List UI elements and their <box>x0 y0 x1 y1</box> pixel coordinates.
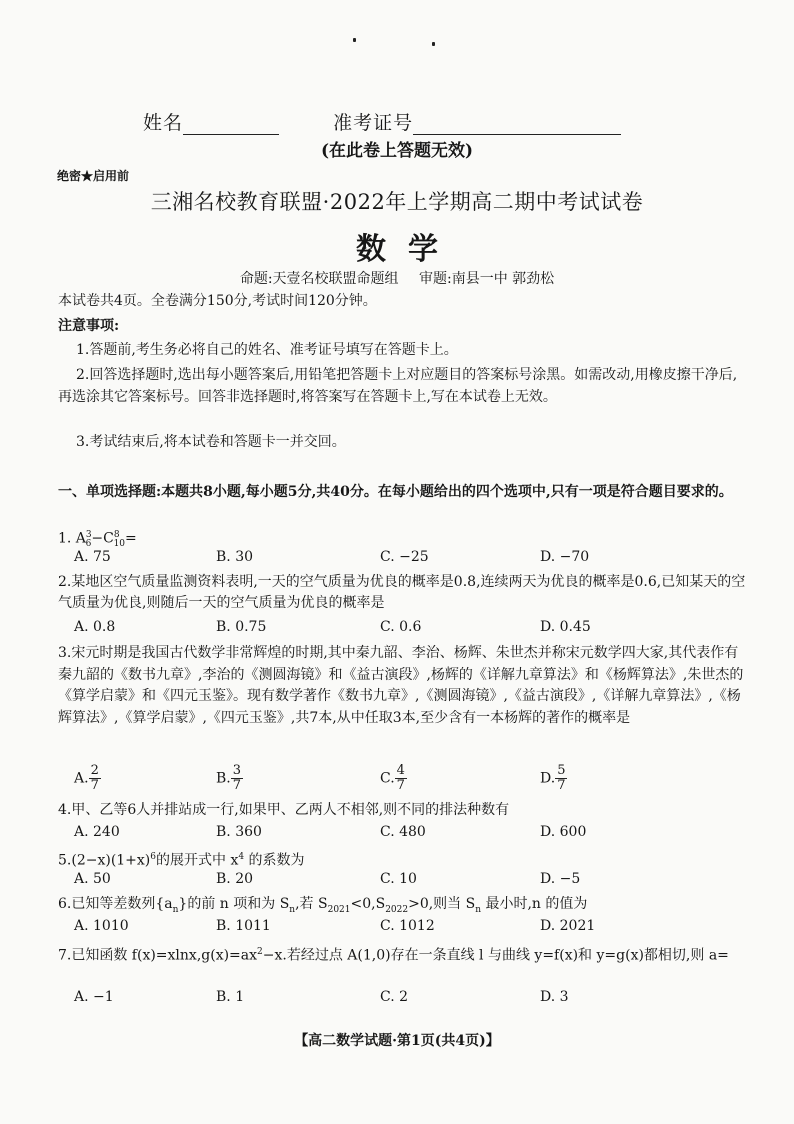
option-d: D. −5 <box>540 871 581 887</box>
question-2-options <box>74 619 734 639</box>
option-b: B. 1011 <box>216 918 271 934</box>
authors-line <box>0 268 794 288</box>
question-1-options <box>74 549 734 569</box>
question-4-options <box>74 824 734 844</box>
option-d: D. 3 <box>540 989 569 1005</box>
candidate-info-line <box>143 108 621 135</box>
name-blank <box>183 114 279 135</box>
question-4-stem: 4.甲、乙等6人并排站成一行,如果甲、乙两人不相邻,则不同的排法种数有 <box>58 802 510 818</box>
option-b: B. 30 <box>216 549 254 565</box>
option-b: B. $\frac{3}{7}$ <box>216 763 242 793</box>
option-c: C. $\frac{4}{7}$ <box>380 763 405 793</box>
option-b: B. 20 <box>216 871 254 887</box>
question-6-stem: 6.已知等差数列$\{a_n\}$的前 n 项和为 $S_n$,若 $S_{2021}<0,S_{2022}>0$,则当 $S_n$ 最小时,n 的值为 <box>58 896 588 915</box>
note-1: 1.答题前,考生务必将自己的姓名、准考证号填写在答题卡上。 <box>76 342 458 358</box>
option-c: C. 0.6 <box>380 619 422 635</box>
option-c: C. 1012 <box>380 918 435 934</box>
option-a: A. 75 <box>74 549 111 565</box>
option-a: A. 0.8 <box>74 619 116 635</box>
question-6-options <box>74 918 734 938</box>
scan-speck <box>432 42 435 46</box>
reviewer: 审题:南县一中 郭劲松 <box>419 271 555 287</box>
setter: 命题:天壹名校联盟命题组 <box>239 271 399 287</box>
option-c: C. 2 <box>380 989 409 1005</box>
exam-id-label: 准考证号 <box>333 112 414 134</box>
note-3: 3.考试结束后,将本试卷和答题卡一并交回。 <box>76 434 346 450</box>
question-2-stem: 2.某地区空气质量监测资料表明,一天的空气质量为优良的概率是0.8,连续两天为优良的概率是0.6,已知某天的空气质量为优良,则随后一天的空气质量为优良的概率是 <box>58 574 746 611</box>
option-d: D. 2021 <box>540 918 596 934</box>
option-b: B. 0.75 <box>216 619 267 635</box>
question-1-stem: 1. $A^3_6-C^8_{10}=$ <box>58 530 137 550</box>
option-d: D. −70 <box>540 549 590 565</box>
secret-mark: 绝密★启用前 <box>57 169 130 183</box>
option-d: D. 600 <box>540 824 587 840</box>
name-label: 姓名 <box>143 112 184 134</box>
option-d: D. 0.45 <box>540 619 591 635</box>
question-7-options <box>74 989 734 1009</box>
option-a: A. $\frac{2}{7}$ <box>74 763 99 793</box>
section-1-heading: 一、单项选择题:本题共8小题,每小题5分,共40分。在每小题给出的四个选项中,只有一项是符合题目要求的。 <box>58 484 733 500</box>
question-3-options <box>74 764 734 798</box>
option-a: A. 1010 <box>74 918 129 934</box>
option-a: A. 50 <box>74 871 111 887</box>
question-5-options <box>74 871 734 891</box>
option-b: B. 360 <box>216 824 262 840</box>
exam-title: 三湘名校教育联盟·2022年上学期高二期中考试试卷 <box>150 190 644 214</box>
option-a: A. −1 <box>74 989 114 1005</box>
exam-summary: 本试卷共4页。全卷满分150分,考试时间120分钟。 <box>58 293 377 309</box>
page-footer: 【高二数学试题·第1页(共4页)】 <box>294 1033 500 1049</box>
exam-id-blank <box>413 114 621 135</box>
option-a: A. 240 <box>74 824 120 840</box>
question-7-stem: 7.已知函数 $f(x)=xlnx,g(x)=ax^2-x$.若经过点 A(1,0)存在一条直线 l 与曲线 y=f(x)和 y=g(x)都相切,则 a= <box>58 947 729 964</box>
option-b: B. 1 <box>216 989 245 1005</box>
subject-title: 数学 <box>356 232 460 267</box>
option-c: C. 10 <box>380 871 417 887</box>
notes-title: 注意事项: <box>58 318 120 334</box>
option-d: D. $\frac{5}{7}$ <box>540 763 566 793</box>
option-c: C. −25 <box>380 549 429 565</box>
question-3-stem: 3.宋元时期是我国古代数学非常辉煌的时期,其中秦九韶、李治、杨辉、朱世杰并称宋元数学四大家,其代表作有秦九韶的《数书九章》,李治的《测圆海镜》和《益古演段》,杨辉的《详解九章算法》和《杨辉算法》,朱世杰的《算学启蒙》和《四元玉鉴》。现有数学著作《数书九章》,《测圆海镜》,《益古演段》,《详解九章算法》,《杨辉算法》,《算学启蒙》,《四元玉鉴》,共7本,从中任取3本,至少含有一本杨辉的著作的概率是 <box>58 645 744 726</box>
option-c: C. 480 <box>380 824 426 840</box>
note-2: 2.回答选择题时,选出每小题答案后,用铅笔把答题卡上对应题目的答案标号涂黑。如需改动,用橡皮擦干净后,再选涂其它答案标号。回答非选择题时,将答案写在答题卡上,写在本试卷上无效。 <box>58 367 738 405</box>
question-5-stem: $5.(2-x)(1+x)^6$的展开式中 $x^4$ 的系数为 <box>58 852 305 869</box>
scan-speck <box>353 38 356 42</box>
invalid-note: (在此卷上答题无效) <box>320 141 474 161</box>
